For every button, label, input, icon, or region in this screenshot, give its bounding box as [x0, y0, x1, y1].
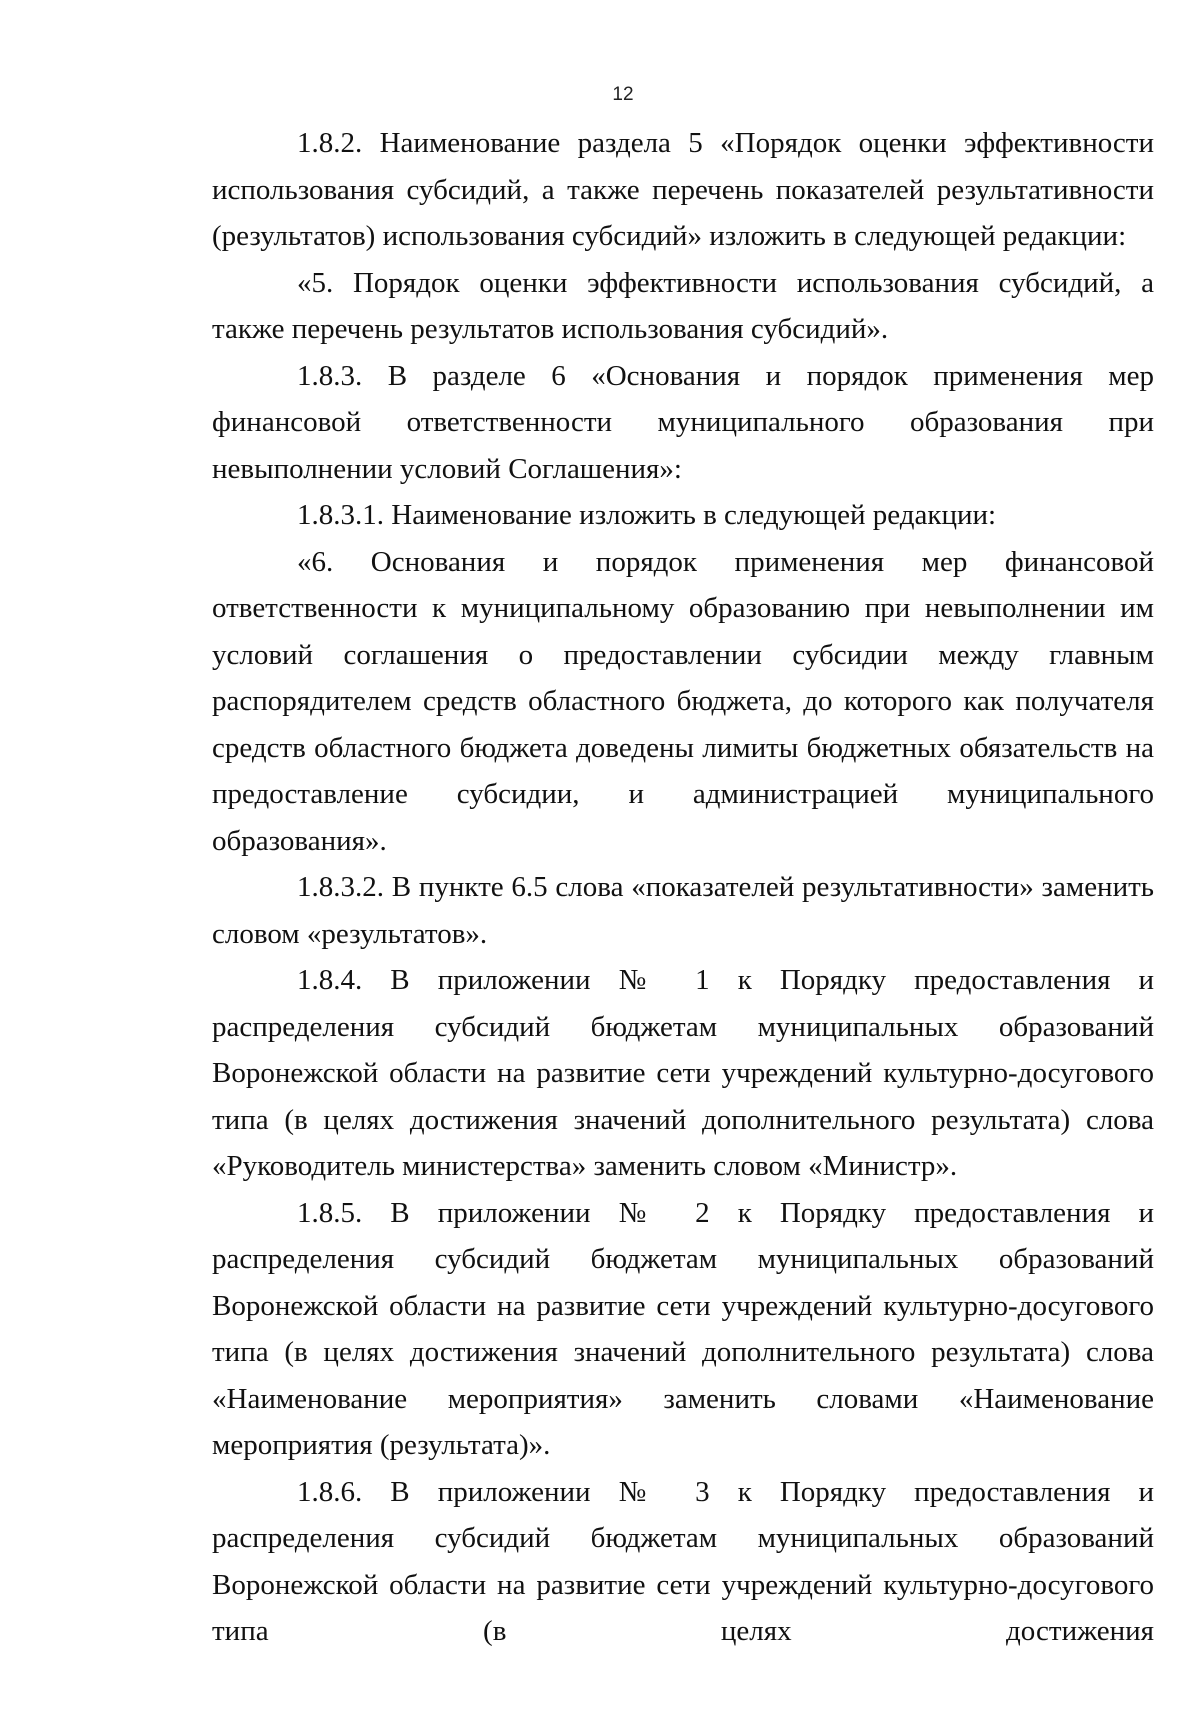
page-number: 12 [612, 84, 634, 105]
paragraph-1-8-5: 1.8.5. В приложении № 2 к Порядку предоставления и распределения субсидий бюджетам муниципальных образований Воронежской области на развитие сети учреждений культурно-досугового типа (в целях достижения значений дополнительного результата) слова «Наименование мероприятия» заменить словами «Наименование мероприятия (результата)». [212, 1196, 1154, 1461]
paragraph-1-8-3: 1.8.3. В разделе 6 «Основания и порядок применения мер финансовой ответственности муниципального образования при невыполнении условий Соглашения»: [212, 359, 1154, 485]
paragraph-1-8-3-2: 1.8.3.2. В пункте 6.5 слова «показателей результативности» заменить словом «результатов». [212, 871, 1154, 950]
paragraph-section-6-title: «6. Основания и порядок применения мер финансовой ответственности к муниципальному образованию при невыполнении им условий соглашения о предоставлении субсидии между главным распорядителем средств областного бюджета, до которого как получателя средств областного бюджета доведены лимиты бюджетных обязательств на предоставление субсидии, и администрацией муниципального образования». [212, 545, 1154, 857]
paragraph-1-8-3-1: 1.8.3.1. Наименование изложить в следующей редакции: [297, 499, 997, 531]
document-body [212, 120, 1154, 1655]
paragraph-section-5-title: «5. Порядок оценки эффективности использования субсидий, а также перечень результатов использования субсидий». [212, 266, 1154, 345]
paragraph-1-8-6: 1.8.6. В приложении № 3 к Порядку предоставления и распределения субсидий бюджетам муниципальных образований Воронежской области на развитие сети учреждений культурно-досугового типа (в целях достижения [212, 1475, 1154, 1647]
paragraph-1-8-2: 1.8.2. Наименование раздела 5 «Порядок оценки эффективности использования субсидий, а также перечень показателей результативности (результатов) использования субсидий» изложить в следующей редакции: [212, 127, 1154, 252]
paragraph-1-8-4: 1.8.4. В приложении № 1 к Порядку предоставления и распределения субсидий бюджетам муниципальных образований Воронежской области на развитие сети учреждений культурно-досугового типа (в целях достижения значений дополнительного результата) слова «Руководитель министерства» заменить словом «Министр». [212, 964, 1154, 1182]
